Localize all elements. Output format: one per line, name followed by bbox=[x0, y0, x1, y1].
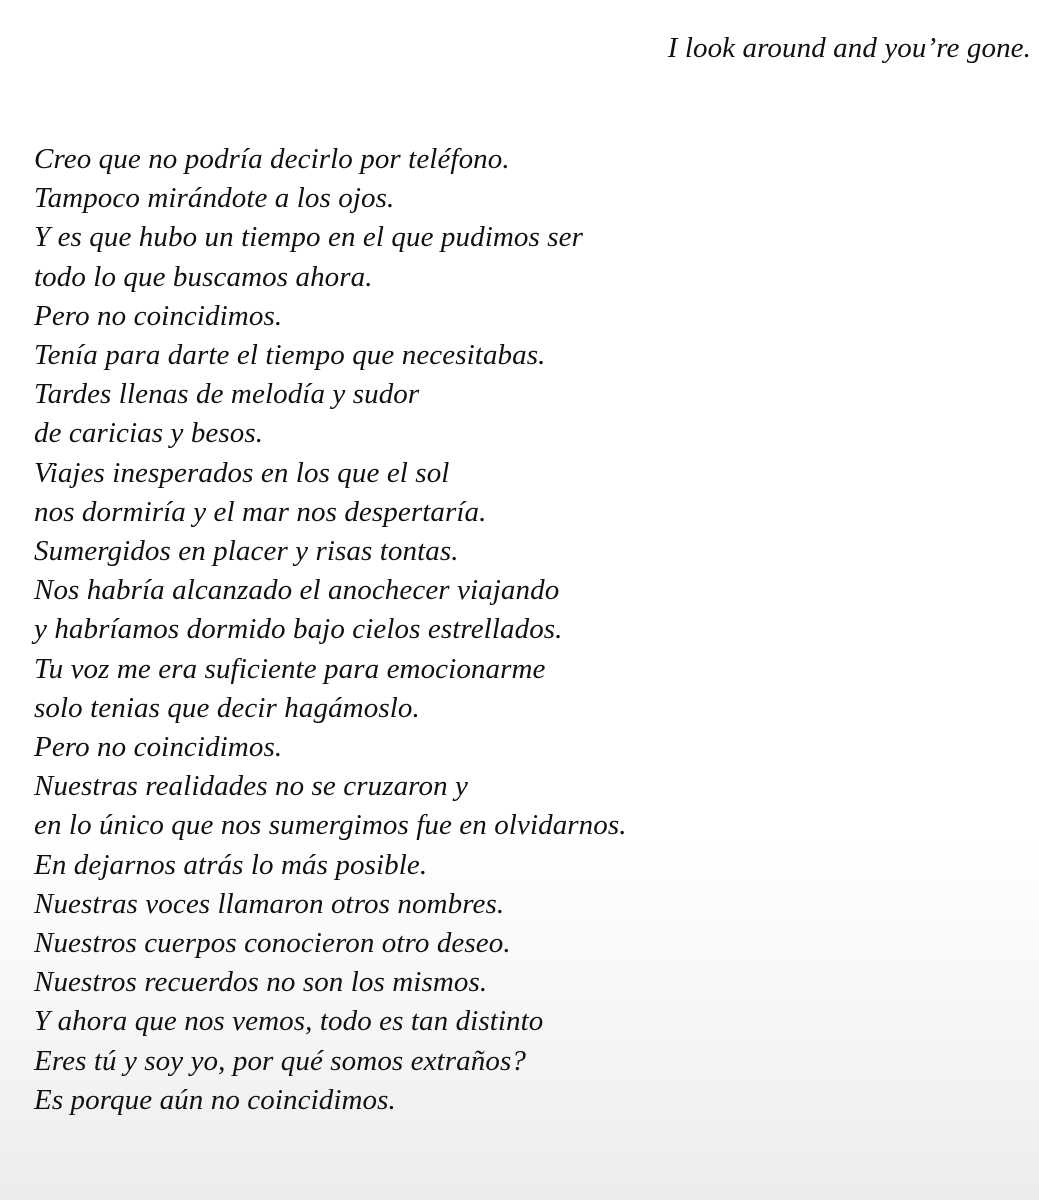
poem-line: en lo único que nos sumergimos fue en olvidarnos. bbox=[34, 809, 627, 842]
poem-line: Nuestros recuerdos no son los mismos. bbox=[34, 966, 488, 999]
poem-line: Eres tú y soy yo, por qué somos extraños? bbox=[34, 1044, 526, 1077]
poem-line: Viajes inesperados en los que el sol bbox=[34, 456, 450, 489]
poem-line: Nuestras realidades no se cruzaron y bbox=[34, 770, 469, 803]
poem-line: Sumergidos en placer y risas tontas. bbox=[34, 535, 459, 568]
poem-line: Pero no coincidimos. bbox=[34, 731, 283, 764]
poem-line: Tenía para darte el tiempo que necesitabas. bbox=[34, 339, 546, 372]
poem-line: Tampoco mirándote a los ojos. bbox=[34, 182, 395, 215]
epigraph: I look around and you’re gone. bbox=[667, 32, 1031, 64]
poem-line: Nuestros cuerpos conocieron otro deseo. bbox=[34, 927, 511, 960]
poem-line: Tu voz me era suficiente para emocionarme bbox=[34, 652, 546, 685]
poem-line: Nuestras voces llamaron otros nombres. bbox=[34, 887, 505, 920]
poem-line: Pero no coincidimos. bbox=[34, 299, 283, 332]
poem-line: todo lo que buscamos ahora. bbox=[34, 260, 373, 293]
poem-line: Y es que hubo un tiempo en el que pudimos ser bbox=[34, 221, 583, 254]
poem-line: y habríamos dormido bajo cielos estrellados. bbox=[34, 613, 563, 646]
poem-line: En dejarnos atrás lo más posible. bbox=[34, 848, 428, 881]
poem-line: Es porque aún no coincidimos. bbox=[34, 1083, 396, 1116]
poem-line: Tardes llenas de melodía y sudor bbox=[34, 378, 420, 411]
poem-line: Y ahora que nos vemos, todo es tan distinto bbox=[34, 1005, 544, 1038]
poem-line: Nos habría alcanzado el anochecer viajando bbox=[34, 574, 560, 607]
poem-line: Creo que no podría decirlo por teléfono. bbox=[34, 143, 510, 175]
poem-body bbox=[34, 140, 627, 1120]
poem-line: solo tenias que decir hagámoslo. bbox=[34, 691, 420, 724]
poem-line: nos dormiría y el mar nos despertaría. bbox=[34, 495, 487, 528]
poem-line: de caricias y besos. bbox=[34, 417, 264, 450]
